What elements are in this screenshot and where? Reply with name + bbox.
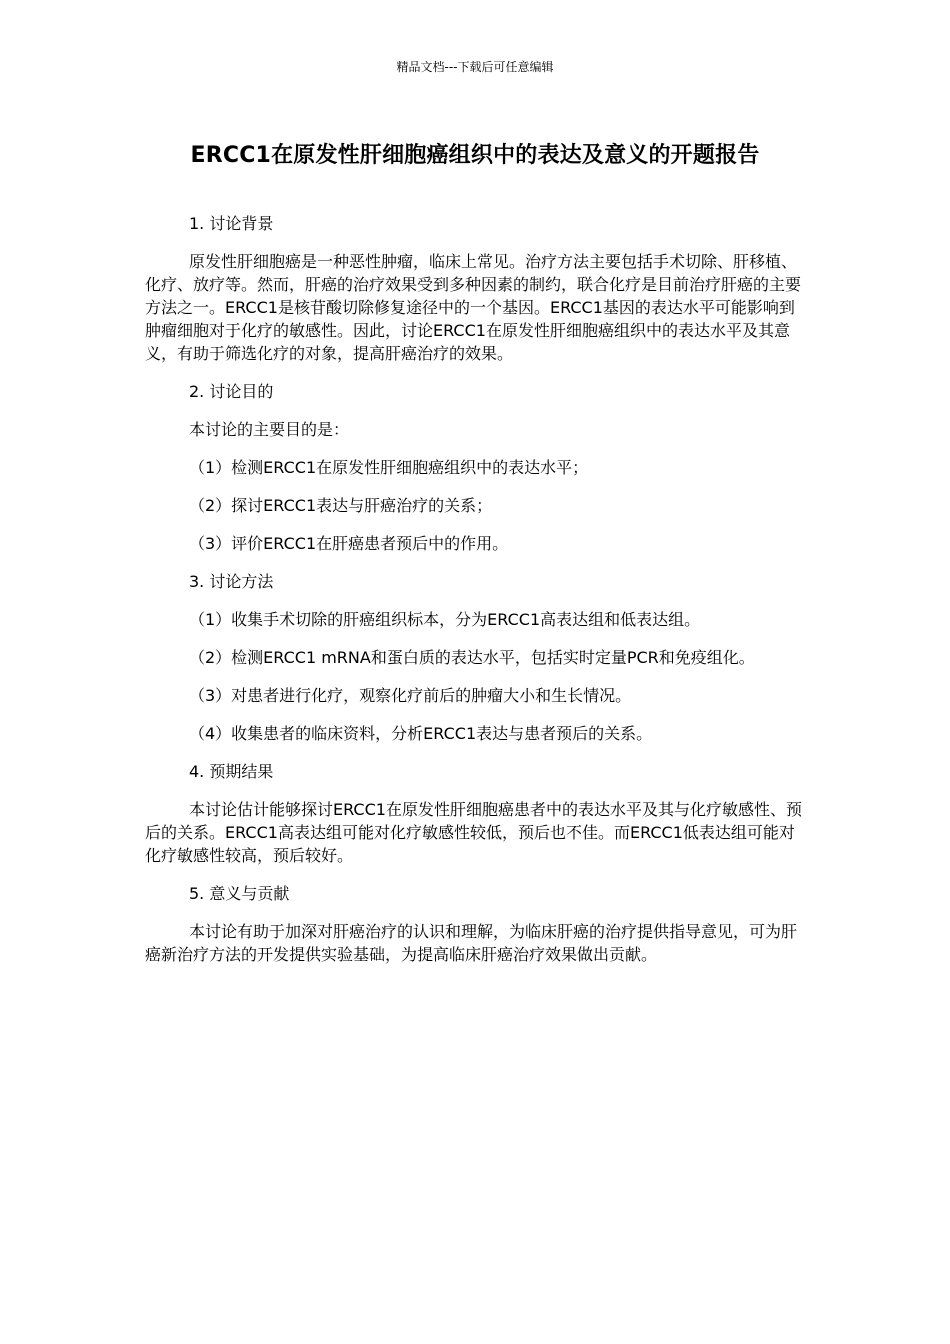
list-item: （3）评价ERCC1在肝癌患者预后中的作用。 — [189, 534, 509, 553]
section-paragraph: 本讨论有助于加深对肝癌治疗的认识和理解，为临床肝癌的治疗提供指导意见，可为肝癌新治疗方法的开发提供实验基础，为提高临床肝癌治疗效果做出贡献。 — [145, 922, 798, 964]
list-item: （3）对患者进行化疗，观察化疗前后的肿瘤大小和生长情况。 — [189, 686, 632, 705]
section-paragraph: 本讨论估计能够探讨ERCC1在原发性肝细胞癌患者中的表达水平及其与化疗敏感性、预后的关系。ERCC1高表达组可能对化疗敏感性较低，预后也不佳。而ERCC1低表达组可能对化疗敏感性较高，预后较好。 — [145, 800, 802, 865]
section-heading-methods: 3. 讨论方法 — [189, 572, 274, 591]
list-item: （2）检测ERCC1 mRNA和蛋白质的表达水平，包括实时定量PCR和免疫组化。 — [189, 648, 755, 667]
list-item: （1）检测ERCC1在原发性肝细胞癌组织中的表达水平； — [189, 458, 589, 477]
document-body — [145, 212, 810, 981]
list-item: （1）收集手术切除的肝癌组织标本，分为ERCC1高表达组和低表达组。 — [189, 610, 701, 629]
page-header-note: 精品文档---下载后可任意编辑 — [396, 60, 554, 74]
section-heading-significance: 5. 意义与贡献 — [189, 884, 290, 903]
section-heading-objectives: 2. 讨论目的 — [189, 382, 274, 401]
section-heading-background: 1. 讨论背景 — [189, 214, 274, 233]
section-paragraph: 原发性肝细胞癌是一种恶性肿瘤，临床上常见。治疗方法主要包括手术切除、肝移植、化疗、放疗等。然而，肝癌的治疗效果受到多种因素的制约，联合化疗是目前治疗肝癌的主要方法之一。ERCC1是核苷酸切除修复途径中的一个基因。ERCC1基因的表达水平可能影响到肿瘤细胞对于化疗的敏感性。因此，讨论ERCC1在原发性肝细胞癌组织中的表达水平及其意义，有助于筛选化疗的对象，提高肝癌治疗的效果。 — [145, 252, 802, 363]
list-item: （4）收集患者的临床资料，分析ERCC1表达与患者预后的关系。 — [189, 724, 653, 743]
section-intro: 本讨论的主要目的是： — [189, 420, 350, 439]
list-item: （2）探讨ERCC1表达与肝癌治疗的关系； — [189, 496, 493, 515]
section-heading-expected-results: 4. 预期结果 — [189, 762, 274, 781]
document-title: ERCC1在原发性肝细胞癌组织中的表达及意义的开题报告 — [190, 143, 760, 168]
